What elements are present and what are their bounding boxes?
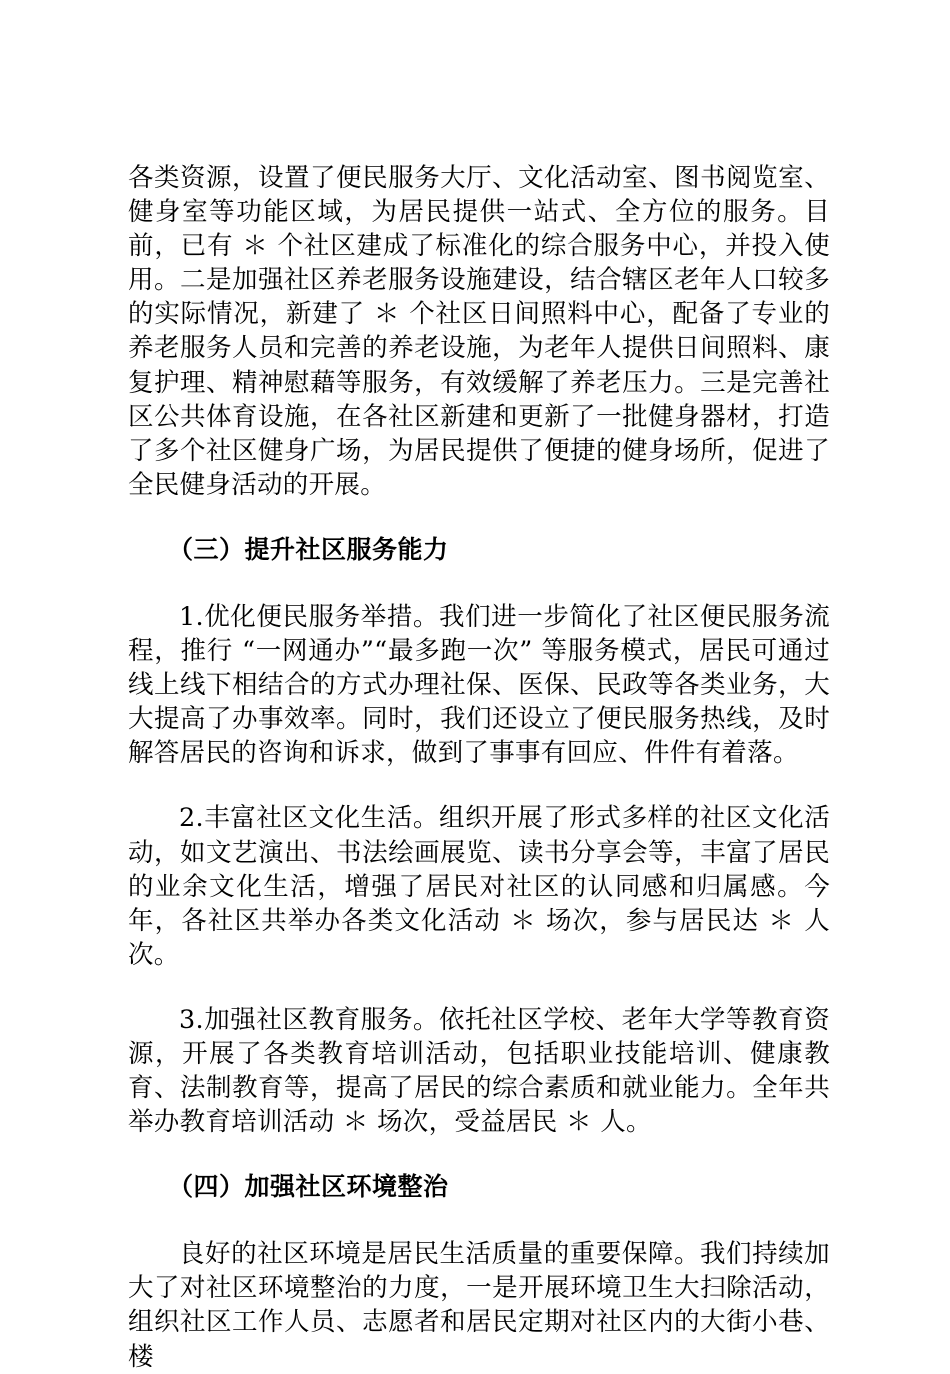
section-heading-4: （四）加强社区环境整治 (168, 1172, 449, 1202)
paragraph-service-measures: 1.优化便民服务举措。我们进一步简化了社区便民服务流程，推行 “一网通办”“最多跑一次” 等服务模式，居民可通过线上线下相结合的方式办理社保、医保、民政等各类业务，大大提高了办事效率。同时，我们还设立了便民服务热线，及时解答居民的咨询和诉求，做到了事事有回应、件件有着落。 (128, 601, 830, 769)
paragraph-cultural-life: 2.丰富社区文化生活。组织开展了形式多样的社区文化活动，如文艺演出、书法绘画展览、读书分享会等，丰富了居民的业余文化生活，增强了居民对社区的认同感和归属感。今年，各社区共举办各类文化活动 ＊ 场次，参与居民达 ＊ 人次。 (128, 803, 830, 970)
document-page (128, 161, 830, 1374)
paragraph-facilities: 各类资源，设置了便民服务大厅、文化活动室、图书阅览室、健身室等功能区域，为居民提供一站式、全方位的服务。目前，已有 ＊ 个社区建成了标准化的综合服务中心，并投入使用。二是加强社区养老服务设施建设，结合辖区老年人口较多的实际情况，新建了 ＊ 个社区日间照料中心，配备了专业的养老服务人员和完善的养老设施，为老年人提供日间照料、康复护理、精神慰藉等服务，有效缓解了养老压力。三是完善社区公共体育设施，在各社区新建和更新了一批健身器材，打造了多个社区健身广场，为居民提供了便捷的健身场所，促进了全民健身活动的开展。 (128, 163, 830, 500)
paragraph-education: 3.加强社区教育服务。依托社区学校、老年大学等教育资源，开展了各类教育培训活动，包括职业技能培训、健康教育、法制教育等，提高了居民的综合素质和就业能力。全年共举办教育培训活动 ＊ 场次，受益居民 ＊ 人。 (128, 1004, 830, 1138)
section-heading-3: （三）提升社区服务能力 (168, 534, 449, 564)
paragraph-environment: 良好的社区环境是居民生活质量的重要保障。我们持续加大了对社区环境整治的力度，一是开展环境卫生大扫除活动，组织社区工作人员、志愿者和居民定期对社区内的大街小巷、楼 (128, 1239, 830, 1372)
